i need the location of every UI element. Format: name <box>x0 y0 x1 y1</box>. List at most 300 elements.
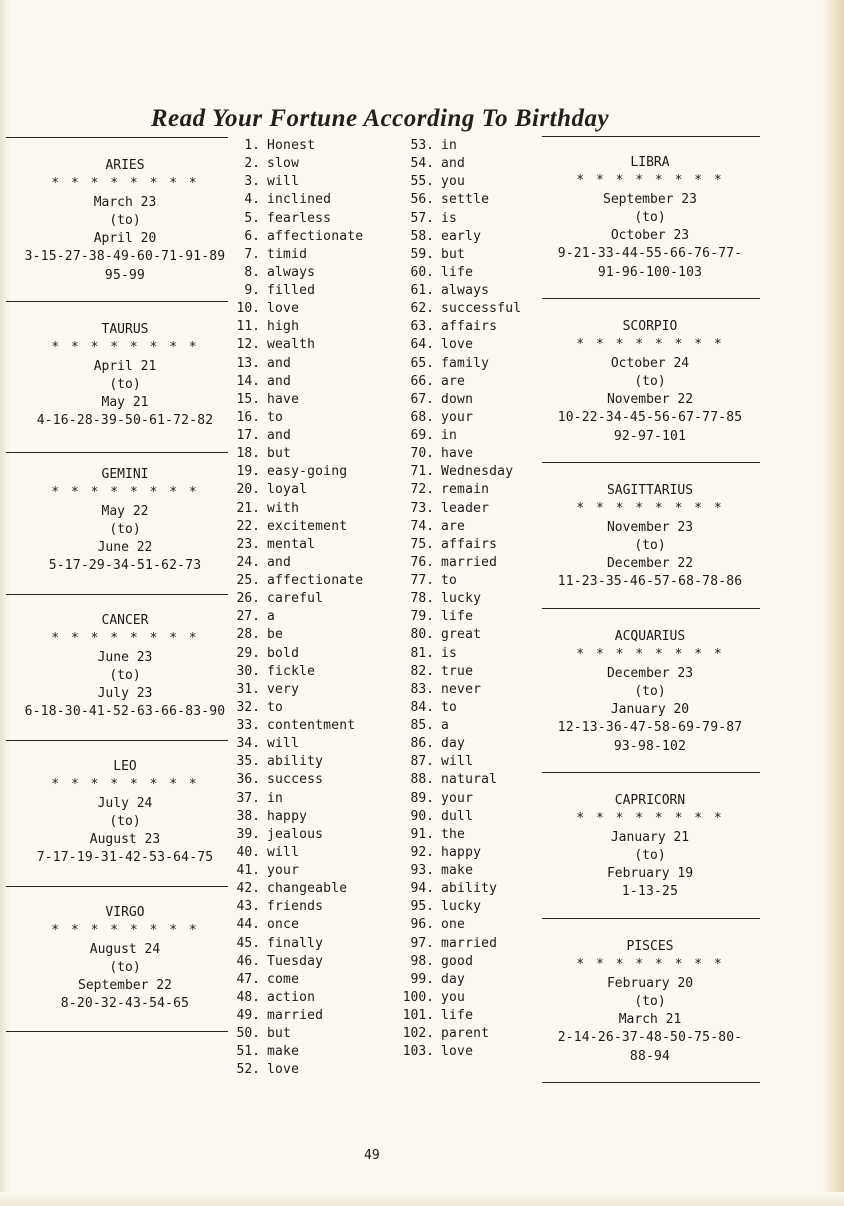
to-label: (to) <box>634 993 666 1009</box>
word-number: 90. <box>410 808 434 824</box>
word-list-item <box>214 862 363 880</box>
fortune-word: easy-going <box>267 464 348 480</box>
word-list-item <box>214 463 363 481</box>
fortune-word: and <box>267 373 292 389</box>
fortune-word: always <box>267 264 316 280</box>
fortune-word: mental <box>267 536 316 552</box>
fortune-word: leader <box>441 500 490 516</box>
word-number: 93. <box>410 863 434 878</box>
fortune-word: filled <box>267 283 316 298</box>
star-row: * * * * * * * * <box>576 501 724 517</box>
word-list-item <box>388 173 521 191</box>
fortune-word: to <box>441 699 458 715</box>
end-date: January 20 <box>610 702 690 718</box>
word-list-column-1 <box>214 137 363 1080</box>
word-list-item <box>214 608 363 626</box>
fortune-word: happy <box>267 808 308 824</box>
sign-name: CANCER <box>101 613 149 628</box>
fortune-word: will <box>441 754 474 770</box>
word-list-item <box>214 554 363 572</box>
word-list-item <box>214 808 363 826</box>
word-number: 23. <box>236 536 260 552</box>
fortune-word: happy <box>441 844 482 860</box>
sign-name: VIRGO <box>105 905 145 920</box>
fortune-word: excitement <box>267 518 348 534</box>
word-number: 84. <box>410 699 434 715</box>
end-date: November 22 <box>606 392 694 408</box>
fortune-word: your <box>441 409 474 425</box>
word-list-item <box>214 790 363 808</box>
word-number: 28. <box>236 627 260 643</box>
word-number: 22. <box>236 518 260 534</box>
word-number: 94. <box>410 881 434 897</box>
end-date: May 21 <box>101 395 149 411</box>
to-label: (to) <box>109 813 141 829</box>
start-date: March 23 <box>93 194 157 210</box>
word-number: 37. <box>236 790 260 806</box>
word-list-item <box>388 318 521 336</box>
sign-name: SCORPIO <box>622 319 678 334</box>
word-list-item <box>214 445 363 463</box>
divider <box>542 918 760 919</box>
to-label: (to) <box>109 376 141 392</box>
word-list-item <box>388 1025 521 1043</box>
word-list-item <box>214 590 363 608</box>
divider <box>6 1031 228 1032</box>
word-list-item <box>214 880 363 898</box>
word-number: 77. <box>410 573 434 588</box>
fortune-word: love <box>267 1062 300 1078</box>
word-list-item <box>388 699 521 717</box>
word-list-item <box>388 826 521 844</box>
sign-name: ACQUARIUS <box>614 629 686 644</box>
lucky-numbers: 6-18-30-41-52-63-66-83-90 <box>24 704 226 720</box>
fortune-word: good <box>441 953 474 969</box>
word-number: 97. <box>410 935 434 951</box>
fortune-word: married <box>267 1008 324 1023</box>
word-number: 51. <box>236 1044 260 1060</box>
fortune-word: ability <box>441 881 498 897</box>
word-list-item <box>388 518 521 536</box>
fortune-word: wealth <box>267 337 316 353</box>
word-list-item <box>388 264 521 282</box>
lucky-numbers: 7-17-19-31-42-53-64-75 <box>36 850 214 866</box>
star-row: * * * * * * * * <box>576 337 724 353</box>
to-label: (to) <box>109 521 141 537</box>
word-number: 46. <box>236 953 260 969</box>
word-list-item <box>214 282 363 300</box>
word-number: 86. <box>410 736 434 752</box>
divider <box>6 886 228 887</box>
start-date: February 20 <box>606 975 694 991</box>
word-number: 60. <box>410 264 434 280</box>
sign-block-sagittarius <box>540 482 760 592</box>
lucky-numbers: 95-99 <box>104 267 146 283</box>
word-number: 29. <box>236 645 260 661</box>
to-label: (to) <box>634 683 666 699</box>
divider <box>6 301 228 302</box>
word-number: 1. <box>244 138 260 153</box>
word-number: 24. <box>236 554 260 570</box>
sign-block-taurus <box>0 321 250 431</box>
word-number: 82. <box>410 663 434 679</box>
word-list-item <box>388 645 521 663</box>
sign-block-cancer <box>0 612 250 722</box>
word-list-item <box>388 300 521 318</box>
fortune-word: to <box>441 573 458 588</box>
word-list-item <box>214 518 363 536</box>
word-number: 26. <box>236 591 260 607</box>
word-list-item <box>388 935 521 953</box>
fortune-word: but <box>441 246 466 262</box>
word-number: 66. <box>410 373 434 389</box>
word-list-item <box>388 409 521 427</box>
page-title: Read Your Fortune According To Birthday <box>150 104 610 132</box>
word-number: 65. <box>410 355 434 371</box>
word-number: 76. <box>410 554 434 570</box>
divider <box>542 298 760 299</box>
word-list-item <box>214 989 363 1007</box>
word-number: 80. <box>410 627 434 643</box>
word-list-item <box>214 699 363 717</box>
word-number: 43. <box>236 899 260 915</box>
word-number: 88. <box>410 772 434 788</box>
lucky-numbers: 88-94 <box>629 1048 671 1064</box>
star-row: * * * * * * * * <box>51 631 199 647</box>
word-number: 99. <box>410 971 434 987</box>
word-number: 74. <box>410 518 434 534</box>
lucky-numbers: 8-20-32-43-54-65 <box>60 996 190 1012</box>
star-row: * * * * * * * * <box>51 340 199 356</box>
word-number: 31. <box>236 681 260 697</box>
word-list-item <box>214 753 363 771</box>
fortune-word: life <box>441 609 474 625</box>
fortune-word: make <box>441 863 474 878</box>
word-list-item <box>214 300 363 318</box>
word-list-item <box>214 481 363 499</box>
word-list-item <box>388 717 521 735</box>
fortune-word: true <box>441 663 474 679</box>
word-list-item <box>388 1043 521 1061</box>
fortune-word: is <box>441 645 458 661</box>
word-list-item <box>388 500 521 518</box>
page-edge-bottom <box>0 1192 844 1206</box>
word-list-item <box>388 771 521 789</box>
fortune-word: slow <box>267 156 300 172</box>
fortune-word: married <box>441 554 498 570</box>
word-list-item <box>214 246 363 264</box>
fortune-word: loyal <box>267 482 308 498</box>
fortune-word: in <box>267 790 284 806</box>
fortune-word: success <box>267 772 324 788</box>
start-date: July 24 <box>97 795 153 811</box>
word-number: 39. <box>236 826 260 842</box>
word-list-item <box>388 554 521 572</box>
word-list-item <box>214 844 363 862</box>
word-list-item <box>214 626 363 644</box>
word-number: 9. <box>244 283 260 298</box>
star-row: * * * * * * * * <box>51 777 199 793</box>
fortune-word: high <box>267 319 300 335</box>
word-list-item <box>214 771 363 789</box>
word-list-item <box>388 427 521 445</box>
word-number: 48. <box>236 989 260 1005</box>
fortune-word: parent <box>441 1026 490 1042</box>
word-number: 14. <box>236 373 260 389</box>
fortune-word: be <box>267 627 284 643</box>
word-number: 20. <box>236 482 260 498</box>
fortune-word: inclined <box>267 192 332 208</box>
word-number: 47. <box>236 971 260 987</box>
divider <box>542 772 760 773</box>
word-number: 71. <box>410 464 434 480</box>
fortune-word: a <box>441 718 450 733</box>
sign-block-libra <box>540 154 760 282</box>
word-list-item <box>388 155 521 173</box>
word-list-item <box>214 735 363 753</box>
word-number: 2. <box>244 156 260 172</box>
word-number: 40. <box>236 844 260 860</box>
fortune-word: day <box>441 736 466 752</box>
fortune-word: fickle <box>267 663 316 679</box>
word-list-item <box>214 191 363 209</box>
fortune-word: and <box>441 156 466 172</box>
page-number: 49 <box>364 1148 380 1163</box>
fortune-word: your <box>441 790 474 806</box>
word-number: 21. <box>236 500 260 516</box>
divider <box>6 740 228 741</box>
divider <box>6 137 228 138</box>
word-number: 72. <box>410 482 434 498</box>
word-list-item <box>388 844 521 862</box>
fortune-word: Honest <box>267 138 316 153</box>
start-date: April 21 <box>93 358 157 374</box>
fortune-word: jealous <box>267 826 324 842</box>
word-list-item <box>214 355 363 373</box>
word-number: 57. <box>410 210 434 226</box>
fortune-word: are <box>441 373 466 389</box>
fortune-word: successful <box>441 301 522 317</box>
word-list-item <box>388 536 521 554</box>
word-number: 63. <box>410 319 434 335</box>
to-label: (to) <box>634 847 666 863</box>
word-number: 3. <box>244 174 260 190</box>
fortune-word: and <box>267 355 292 371</box>
fortune-word: are <box>441 518 466 534</box>
word-number: 6. <box>244 228 260 244</box>
word-number: 101. <box>402 1008 434 1023</box>
word-number: 35. <box>236 754 260 770</box>
sign-name: SAGITTARIUS <box>606 483 694 498</box>
word-number: 19. <box>236 464 260 480</box>
word-number: 81. <box>410 645 434 661</box>
lucky-numbers: 2-14-26-37-48-50-75-80- <box>557 1030 743 1046</box>
word-number: 61. <box>410 283 434 298</box>
word-list-item <box>214 1007 363 1025</box>
fortune-word: settle <box>441 192 490 208</box>
page-edge-right <box>822 0 844 1206</box>
sign-block-virgo <box>0 904 250 1014</box>
word-number: 103. <box>402 1044 434 1060</box>
sign-block-pisces <box>540 938 760 1066</box>
sign-name: GEMINI <box>101 467 149 482</box>
fortune-word: contentment <box>267 718 356 733</box>
word-list-item <box>388 572 521 590</box>
word-list-item <box>214 898 363 916</box>
word-number: 85. <box>410 718 434 733</box>
fortune-word: friends <box>267 899 324 915</box>
fortune-word: your <box>267 863 300 878</box>
word-number: 59. <box>410 246 434 262</box>
word-number: 79. <box>410 609 434 625</box>
word-number: 11. <box>236 319 260 335</box>
word-list-item <box>388 463 521 481</box>
word-list-item <box>388 137 521 155</box>
sign-name: PISCES <box>626 939 674 954</box>
word-number: 25. <box>236 573 260 588</box>
fortune-word: will <box>267 844 300 860</box>
to-label: (to) <box>634 209 666 225</box>
fortune-word: changeable <box>267 881 348 897</box>
fortune-word: day <box>441 971 466 987</box>
fortune-word: love <box>267 301 300 317</box>
word-list-item <box>214 1025 363 1043</box>
fortune-word: family <box>441 355 490 371</box>
word-number: 83. <box>410 681 434 697</box>
word-list-item <box>214 173 363 191</box>
word-number: 78. <box>410 591 434 607</box>
fortune-word: you <box>441 989 466 1005</box>
word-list-item <box>388 282 521 300</box>
word-number: 12. <box>236 337 260 353</box>
word-list-item <box>214 318 363 336</box>
word-list-item <box>214 427 363 445</box>
word-list-item <box>388 210 521 228</box>
word-number: 34. <box>236 736 260 752</box>
fortune-word: lucky <box>441 899 482 915</box>
lucky-numbers: 5-17-29-34-51-62-73 <box>48 558 202 574</box>
word-number: 89. <box>410 790 434 806</box>
word-number: 17. <box>236 428 260 443</box>
word-list-item <box>388 228 521 246</box>
word-list-item <box>214 1061 363 1079</box>
fortune-word: to <box>267 409 284 425</box>
end-date: April 20 <box>93 231 157 247</box>
fortune-word: but <box>267 1026 292 1042</box>
fortune-word: action <box>267 989 316 1005</box>
word-list-item <box>214 373 363 391</box>
star-row: * * * * * * * * <box>576 957 724 973</box>
divider <box>542 608 760 609</box>
word-number: 54. <box>410 156 434 172</box>
word-number: 92. <box>410 844 434 860</box>
word-number: 100. <box>402 989 434 1005</box>
start-date: January 21 <box>610 829 690 845</box>
word-list-item <box>214 572 363 590</box>
word-number: 58. <box>410 228 434 244</box>
fortune-word: affectionate <box>267 228 364 244</box>
lucky-numbers: 11-23-35-46-57-68-78-86 <box>557 574 743 590</box>
fortune-word: make <box>267 1044 300 1060</box>
word-number: 75. <box>410 536 434 552</box>
sign-name: LEO <box>113 759 137 774</box>
word-number: 73. <box>410 500 434 516</box>
to-label: (to) <box>634 373 666 389</box>
sign-name: TAURUS <box>101 322 149 337</box>
end-date: August 23 <box>89 832 161 848</box>
fortune-word: to <box>267 699 284 715</box>
fortune-word: down <box>441 391 474 407</box>
word-number: 87. <box>410 754 434 770</box>
fortune-word: will <box>267 736 300 752</box>
word-number: 16. <box>236 409 260 425</box>
word-number: 56. <box>410 192 434 208</box>
word-list-item <box>214 409 363 427</box>
word-list-item <box>388 626 521 644</box>
word-list-item <box>388 753 521 771</box>
word-number: 102. <box>402 1026 434 1042</box>
fortune-word: natural <box>441 772 498 788</box>
word-number: 98. <box>410 953 434 969</box>
word-number: 33. <box>236 718 260 733</box>
fortune-word: in <box>441 138 458 153</box>
word-list-item <box>388 735 521 753</box>
word-list-item <box>214 391 363 409</box>
word-number: 44. <box>236 917 260 933</box>
word-list-item <box>214 826 363 844</box>
word-number: 15. <box>236 391 260 407</box>
fortune-word: early <box>441 228 482 244</box>
fortune-word: a <box>267 609 276 625</box>
word-number: 55. <box>410 174 434 190</box>
end-date: October 23 <box>610 228 690 244</box>
word-list-item <box>214 681 363 699</box>
to-label: (to) <box>109 667 141 683</box>
end-date: March 21 <box>618 1012 682 1028</box>
word-list-item <box>214 264 363 282</box>
fortune-word: Tuesday <box>267 953 324 969</box>
word-number: 27. <box>236 609 260 625</box>
lucky-numbers: 3-15-27-38-49-60-71-91-89 <box>24 249 226 265</box>
word-list-item <box>214 916 363 934</box>
word-list-item <box>214 155 363 173</box>
lucky-numbers: 1-13-25 <box>621 884 679 900</box>
word-number: 49. <box>236 1008 260 1023</box>
fortune-word: you <box>441 174 466 190</box>
word-list-item <box>388 608 521 626</box>
divider <box>542 462 760 463</box>
sign-name: LIBRA <box>630 155 670 170</box>
word-number: 68. <box>410 409 434 425</box>
word-list-item <box>214 228 363 246</box>
lucky-numbers: 4-16-28-39-50-61-72-82 <box>36 413 214 429</box>
end-date: September 22 <box>78 978 172 994</box>
word-number: 91. <box>410 826 434 842</box>
word-list-item <box>388 246 521 264</box>
fortune-word: never <box>441 681 482 697</box>
word-number: 95. <box>410 899 434 915</box>
word-list-item <box>214 935 363 953</box>
word-number: 13. <box>236 355 260 371</box>
word-number: 41. <box>236 863 260 878</box>
sign-block-scorpio <box>540 318 760 446</box>
lucky-numbers: 12-13-36-47-58-69-79-87 <box>557 720 743 736</box>
fortune-word: have <box>441 446 474 462</box>
word-number: 36. <box>236 772 260 788</box>
word-number: 67. <box>410 391 434 407</box>
fortune-word: affairs <box>441 319 498 335</box>
fortune-word: will <box>267 174 300 190</box>
